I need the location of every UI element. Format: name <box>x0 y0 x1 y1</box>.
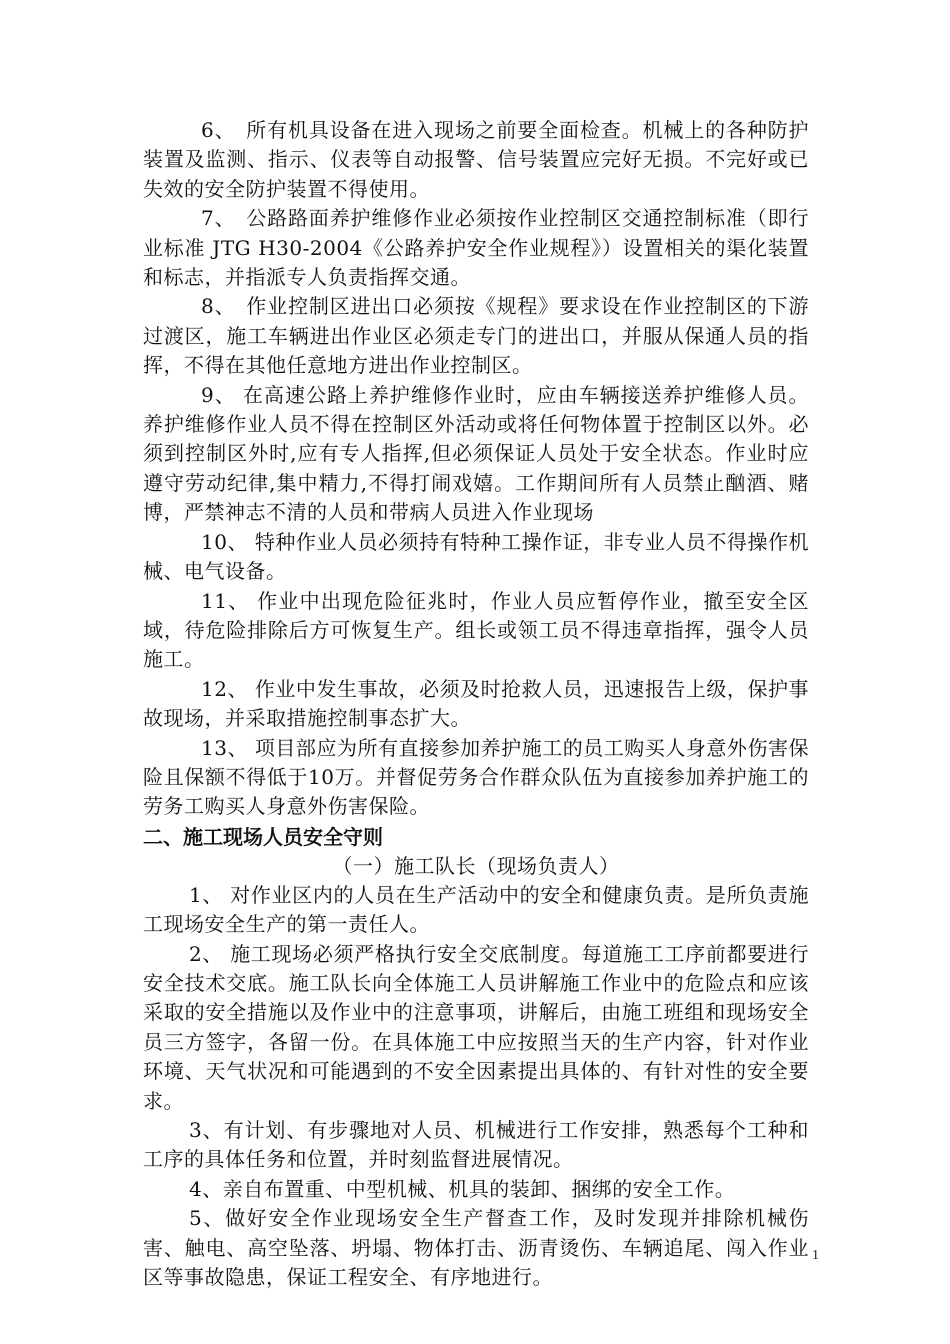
paragraph: 8、 作业控制区进出口必须按《规程》要求设在作业控制区的下游过渡区，施工车辆进出作业区必须走专门的进出口，并服从保通人员的指挥，不得在其他任意地方进出作业控制区。 <box>143 294 809 378</box>
paragraph: 10、 特种作业人员必须持有特种工操作证，非专业人员不得操作机械、电气设备。 <box>143 529 809 584</box>
page-number: 1 <box>812 1248 819 1263</box>
paragraph: 4、亲自布置重、中型机械、机具的装卸、捆绑的安全工作。 <box>189 1176 736 1201</box>
paragraph: 3、有计划、有步骤地对人员、机械进行工作安排，熟悉每个工种和工序的具体任务和位置，并时刻监督进展情况。 <box>143 1118 809 1172</box>
paragraph: 7、 公路路面养护维修作业必须按作业控制区交通控制标准（即行业标准 JTG H30-2004《公路养护安全作业规程》）设置相关的渠化装置和标志，并指派专人负责指挥交通。 <box>143 206 809 290</box>
paragraph: 9、 在高速公路上养护维修作业时，应由车辆接送养护维修人员。养护维修作业人员不得在控制区外活动或将任何物体置于控制区以外。必须到控制区外时,应有专人指挥,但必须保证人员处于安全状态。作业时应遵守劳动纪律,集中精力,不得打闹戏嬉。工作期间所有人员禁止酗酒、赌博，严禁神志不清的人员和带病人员进入作业现场 <box>143 382 809 525</box>
section-heading: 二、施工现场人员安全守则 <box>143 824 383 849</box>
paragraph: 13、 项目部应为所有直接参加养护施工的员工购买人身意外伤害保险且保额不得低于10万。并督促劳务合作群众队伍为直接参加养护施工的劳务工购买人身意外伤害保险。 <box>143 735 809 819</box>
paragraph: 5、做好安全作业现场安全生产督查工作，及时发现并排除机械伤害、触电、高空坠落、坍塌、物体打击、沥青烫伤、车辆追尾、闯入作业区等事故隐患，保证工程安全、有序地进行。 <box>143 1206 809 1290</box>
paragraph: 11、 作业中出现危险征兆时，作业人员应暂停作业，撤至安全区域，待危险排除后方可恢复生产。组长或领工员不得违章指挥，强令人员施工。 <box>143 588 809 672</box>
paragraph: 12、 作业中发生事故，必须及时抢救人员，迅速报告上级，保护事故现场，并采取措施控制事态扩大。 <box>143 676 809 731</box>
paragraph: 6、 所有机具设备在进入现场之前要全面检查。机械上的各种防护装置及监测、指示、仪表等自动报警、信号装置应完好无损。不完好或已失效的安全防护装置不得使用。 <box>143 118 809 201</box>
document-body <box>143 116 809 1292</box>
paragraph: 2、 施工现场必须严格执行安全交底制度。每道施工工序前都要进行安全技术交底。施工队长向全体施工人员讲解施工作业中的危险点和应该采取的安全措施以及作业中的注意事项，讲解后，由施工班组和现场安全员三方签字，各留一份。在具体施工中应按照当天的生产内容，针对作业环境、天气状况和可能遇到的不安全因素提出具体的、有针对性的安全要求。 <box>143 941 809 1113</box>
paragraph: 1、 对作业区内的人员在生产活动中的安全和健康负责。是所负责施工现场安全生产的第一责任人。 <box>143 882 809 937</box>
subsection-heading: （一）施工队长（现场负责人） <box>332 853 620 878</box>
